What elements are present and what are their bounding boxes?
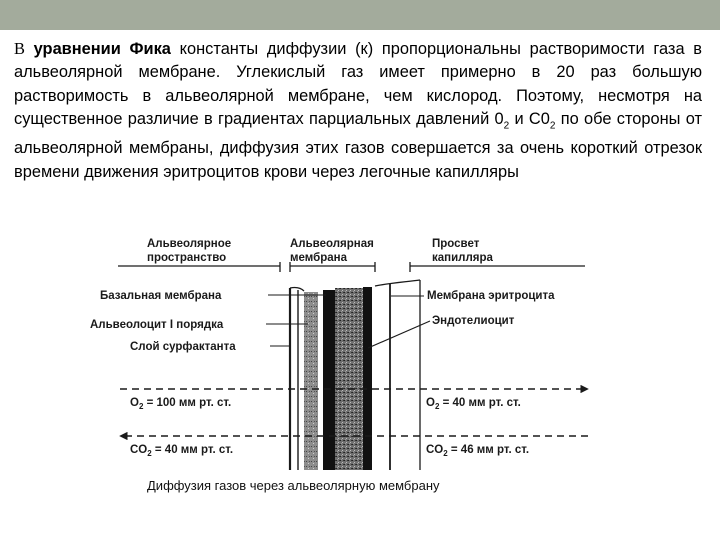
paragraph-first-word: В: [14, 39, 25, 58]
co2-capillary-value: $CO_2 = 46$ мм рт. ст.: [426, 444, 530, 458]
paragraph-text-end: по обе стороны от альвеолярной мембраны, диффузия этих газов совершается за очень короткий отрезок времени движения эритроцитов крови через легочные капилляры: [14, 109, 702, 181]
header-alveolar-space-line2: пространство: [147, 252, 227, 264]
interstitium-layer: [335, 288, 363, 470]
alveolocyte-layer: [304, 292, 318, 470]
paragraph-text: константы диффузии (к) пропорциональны растворимости газа в альвеолярной мембране. Углекислый газ имеет примерно в 20 раз большую растворимость в альвеолярной мембране, чем кислород. Поэтому, несмотря на существенное различие в градиентах парциальных давлений 0: [14, 40, 702, 128]
label-basal-membrane: Базальная мембрана: [100, 290, 222, 302]
paragraph-bold-term: уравнении Фика: [33, 40, 171, 58]
label-alveolocyte: Альвеолоцит I порядка: [90, 319, 224, 331]
label-surfactant: Слой сурфактанта: [130, 341, 236, 353]
diagram-caption: Диффузия газов через альвеолярную мембрану: [147, 478, 440, 493]
co2-alveolar-value: $CO_2 = 40$ мм рт. ст.: [130, 444, 234, 458]
header-membrane-line2: мембрана: [290, 252, 347, 264]
o2-capillary-value: $O_2 = 40$ мм рт. ст.: [426, 397, 521, 411]
label-endothelium: Эндотелиоцит: [432, 315, 515, 327]
label-erythrocyte-membrane: Мембрана эритроцита: [427, 290, 555, 302]
paragraph-subscript-2: 2: [549, 120, 556, 132]
o2-alveolar-value: $O_2 = 100$ мм рт. ст.: [130, 397, 232, 411]
header-capillary-line2: капилляра: [432, 252, 493, 264]
basal-membrane-band: [323, 290, 335, 470]
endothelium-band: [363, 287, 372, 470]
header-alveolar-space-line1: Альвеолярное: [147, 238, 232, 250]
header-membrane-line1: Альвеолярная: [290, 238, 374, 250]
header-capillary-line1: Просвет: [432, 238, 480, 250]
paragraph-text-mid: и С0: [509, 109, 550, 128]
paragraph-subscript-1: 2: [503, 120, 510, 132]
